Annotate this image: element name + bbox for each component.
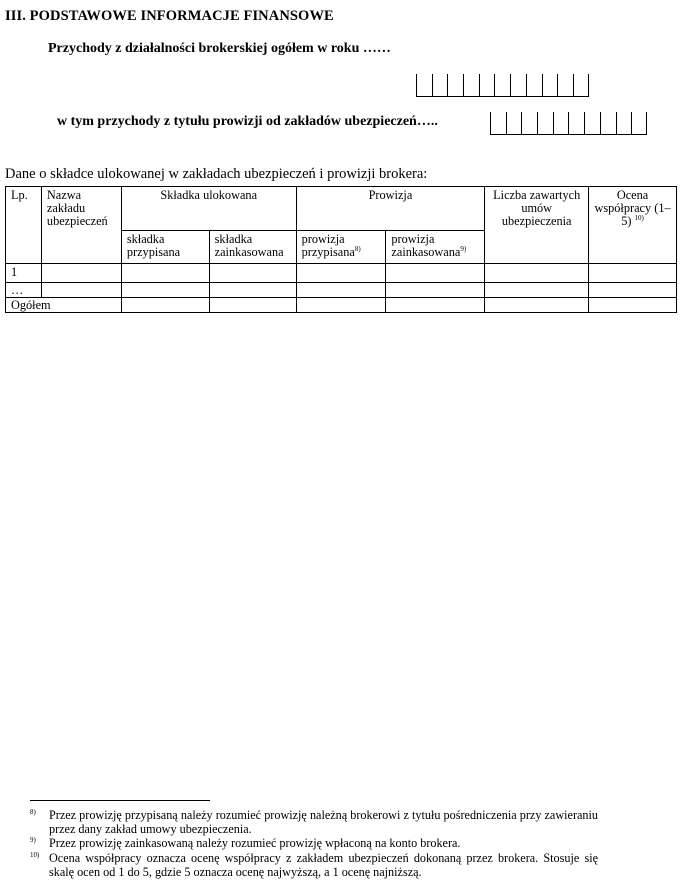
footnote-text: Przez prowizję zainkasowaną należy rozumieć prowizję wpłaconą na konto brokera. — [49, 836, 461, 850]
header-premium-written: składka przypisana — [121, 231, 209, 264]
footnote-separator — [30, 800, 210, 801]
table-cell[interactable] — [296, 283, 386, 298]
table-cell[interactable] — [589, 283, 677, 298]
header-rating: Ocena współpracy (1–5) $^{10)}$ — [589, 187, 677, 264]
table-cell[interactable] — [485, 298, 589, 313]
section-title: III. PODSTAWOWE INFORMACJE FINANSOWE — [5, 8, 334, 24]
footnote-text: Ocena współpracy oznacza ocenę współpracy z zakładem ubezpieczeń dokonaną przez brokera. Stosuje się skalę ocen od 1 do 5, gdzie 5 oznacza ocenę najwyższą, a 1 ocenę najniższą. — [49, 851, 598, 879]
commission-revenue-label: w tym przychody z tytułu prowizji od zakładów ubezpieczeń….. — [57, 114, 438, 129]
table-cell[interactable] — [296, 298, 386, 313]
table-row — [6, 264, 677, 283]
table-cell[interactable] — [589, 264, 677, 283]
table-cell[interactable] — [386, 264, 485, 283]
header-commission-written: prowizja przypisana$^{8)}$ — [296, 231, 386, 264]
table-cell[interactable] — [41, 264, 121, 283]
footnote-ref-9: 9) — [460, 244, 467, 253]
total-revenue-label: Przychody z działalności brokerskiej ogółem w roku …… — [48, 41, 391, 56]
table-cell[interactable] — [209, 283, 296, 298]
table-cell[interactable] — [121, 283, 209, 298]
footnote-10 — [30, 851, 598, 879]
commission-revenue-digit-boxes[interactable] — [490, 112, 647, 135]
total-revenue-digit-boxes[interactable] — [416, 74, 589, 97]
footnote-9 — [30, 836, 598, 850]
header-premium-collected: składka zainkasowana — [209, 231, 296, 264]
footnote-ref-8: 8) — [354, 244, 361, 253]
premium-commission-table — [5, 186, 677, 313]
table-cell[interactable] — [121, 264, 209, 283]
footnote-mark: 10) — [30, 851, 40, 859]
table-cell[interactable] — [296, 264, 386, 283]
header-commission-collected: prowizja zainkasowana$^{9)}$ — [386, 231, 485, 264]
header-lp: Lp. — [6, 187, 42, 264]
footnote-8 — [30, 808, 598, 836]
footnote-mark: 9) — [30, 836, 36, 844]
table-cell[interactable] — [209, 264, 296, 283]
header-insurer-name: Nazwa zakładu ubezpieczeń — [41, 187, 121, 264]
row-lp: … — [6, 283, 42, 298]
header-premium: Składka ulokowana — [121, 187, 296, 231]
header-commission: Prowizja — [296, 187, 485, 231]
table-cell[interactable] — [209, 298, 296, 313]
table-row — [6, 283, 677, 298]
table-cell[interactable] — [485, 283, 589, 298]
footnote-text: Przez prowizję przypisaną należy rozumieć prowizję należną brokerowi z tytułu pośredniczenia przy zawieraniu przez dany zakład umowy ubezpieczenia. — [49, 808, 598, 836]
footnote-ref-10: 10) — [634, 213, 644, 222]
table-cell[interactable] — [41, 283, 121, 298]
table-cell[interactable] — [485, 264, 589, 283]
table-row — [6, 298, 677, 313]
table-cell[interactable] — [386, 283, 485, 298]
table-cell[interactable] — [386, 298, 485, 313]
row-lp: 1 — [6, 264, 42, 283]
table-caption: Dane o składce ulokowanej w zakładach ubezpieczeń i prowizji brokera: — [5, 166, 428, 182]
footnote-mark: 8) — [30, 808, 36, 816]
table-cell[interactable] — [121, 298, 209, 313]
row-total-label: Ogółem — [6, 298, 122, 313]
header-contracts-count: Liczba zawartych umów ubezpieczenia — [485, 187, 589, 264]
table-cell[interactable] — [589, 298, 677, 313]
